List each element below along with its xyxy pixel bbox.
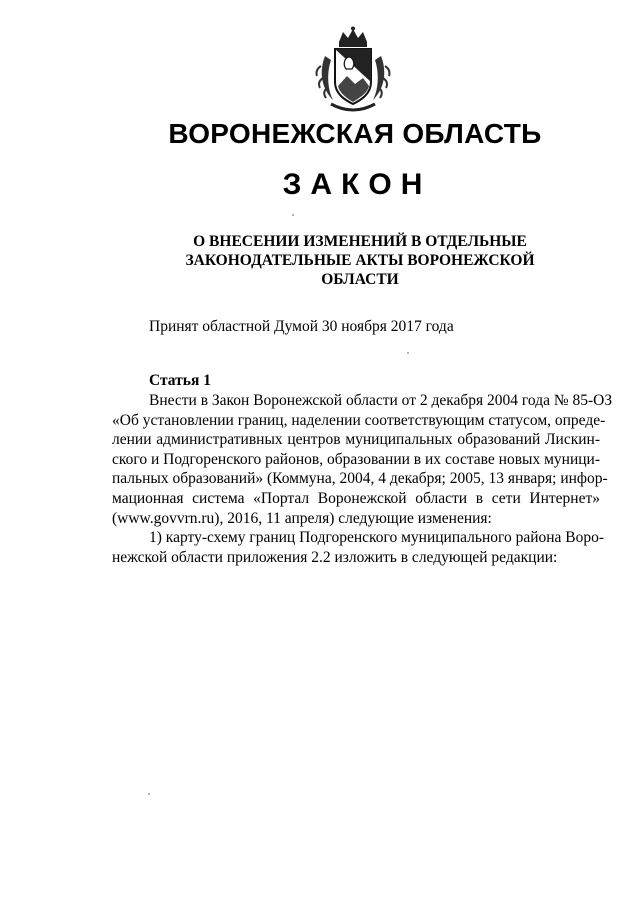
paragraph-line: пальных образований» (Коммуна, 2004, 4 декабря; 2005, 13 января; инфор- xyxy=(112,470,608,488)
paragraph-line: «Об установлении границ, наделении соответствующим статусом, опреде- xyxy=(112,411,606,429)
voronezh-coat-of-arms-icon xyxy=(311,26,395,116)
law-title xyxy=(150,232,570,289)
scan-speck xyxy=(407,352,409,354)
paragraph-line: мационная система «Портал Воронежской области в сети Интернет» xyxy=(112,489,600,507)
scan-speck xyxy=(148,793,150,795)
article-paragraph xyxy=(112,391,613,528)
paragraph-line: ского и Подгоренского районов, образовании в их составе новых муници- xyxy=(112,450,600,468)
scan-speck xyxy=(292,214,294,216)
paragraph-line: нежской области приложения 2.2 изложить в следующей редакции: xyxy=(112,548,558,566)
paragraph-line: лении административных центров муниципальных образований Лискин- xyxy=(112,431,600,449)
law-title-line: О ВНЕСЕНИИ ИЗМЕНЕНИЙ В ОТДЕЛЬНЫЕ xyxy=(193,233,527,250)
paragraph-line: (www.govvrn.ru), 2016, 11 апреля) следующие изменения: xyxy=(112,509,492,527)
region-title: ВОРОНЕЖСКАЯ ОБЛАСТЬ xyxy=(168,118,542,149)
article-heading: Статья 1 xyxy=(149,372,211,389)
paragraph-line: Внести в Закон Воронежской области от 2 декабря 2004 года № 85-ОЗ xyxy=(149,392,613,409)
article-paragraph xyxy=(112,528,605,567)
law-title-line: ОБЛАСТИ xyxy=(321,271,399,288)
paragraph-line: 1) карту-схему границ Подгоренского муниципального района Воро- xyxy=(149,529,605,546)
adoption-date: Принят областной Думой 30 ноября 2017 года xyxy=(149,318,454,335)
document-type-title: ЗАКОН xyxy=(282,168,432,201)
law-title-line: ЗАКОНОДАТЕЛЬНЫЕ АКТЫ ВОРОНЕЖСКОЙ xyxy=(185,252,535,269)
